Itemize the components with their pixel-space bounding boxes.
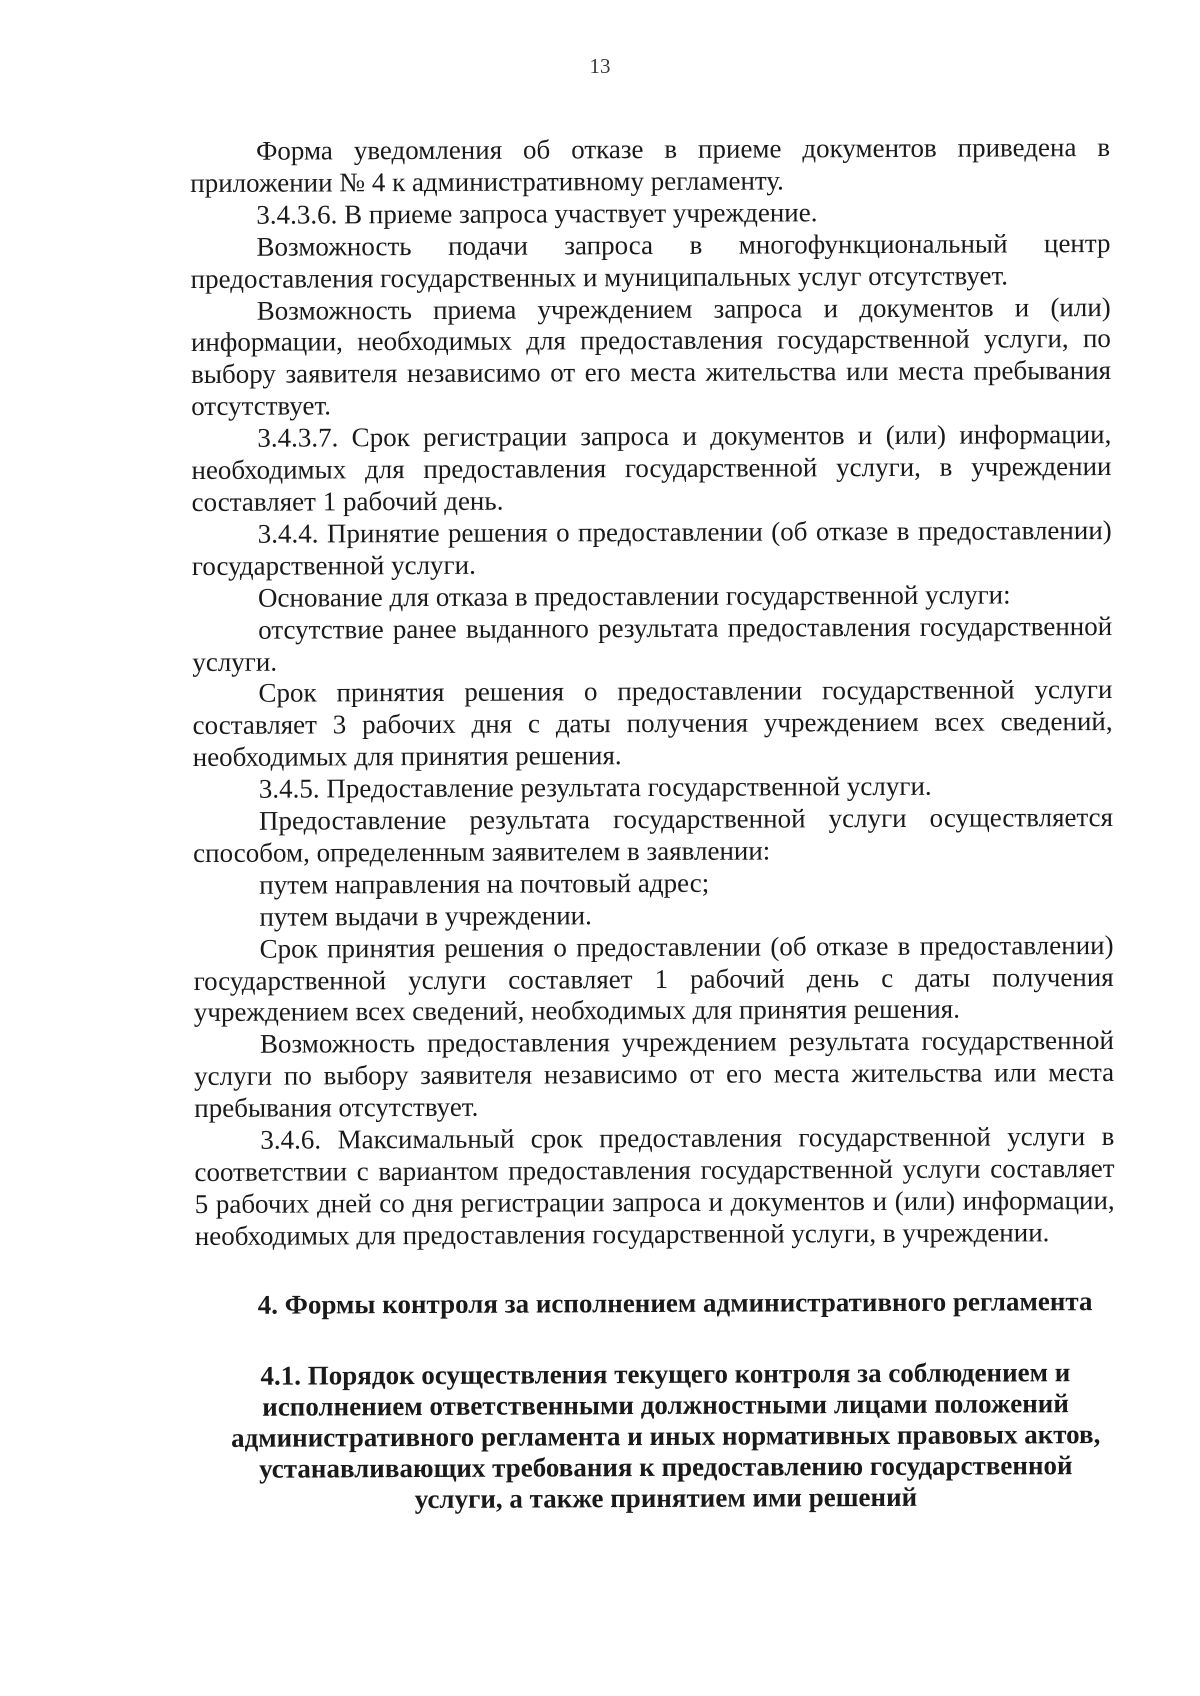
paragraph: 3.4.4. Принятие решения о предоставлении (об отказе в предоставлении) государственной услуги. bbox=[191, 514, 1112, 581]
paragraph: Предоставление результата государственной услуги осуществляется способом, определенным заявителем в заявлении: bbox=[193, 802, 1114, 868]
paragraph: путем направления на почтовый адрес; bbox=[259, 867, 710, 900]
paragraph: 3.4.3.7. Срок регистрации запроса и документов и (или) информации, необходимых для предоставления государственной услуги, в учреждении составляет 1 рабочий день. bbox=[191, 419, 1112, 517]
document-body bbox=[190, 132, 1116, 1516]
paragraph: 3.4.3.6. В приеме запроса участвует учреждение. bbox=[256, 197, 818, 230]
paragraph: Возможность подачи запроса в многофункциональный центр предоставления государственных и муниципальных услуг отсутствует. bbox=[190, 227, 1111, 294]
paragraph: путем выдачи в учреждении. bbox=[259, 900, 592, 932]
paragraph: Форма уведомления об отказе в приеме документов приведена в приложении № 4 к административному регламенту. bbox=[190, 131, 1111, 198]
paragraph: отсутствие ранее выданного результата предоставления государственной услуги. bbox=[192, 610, 1113, 677]
paragraph: Возможность приема учреждением запроса и документов и (или) информации, необходимых для предоставления государственной услуги, по выбору заявителя независимо от его места жительства или места пребывания отсутствует. bbox=[190, 291, 1112, 422]
page-number: 13 bbox=[589, 54, 611, 78]
paragraph: 3.4.5. Предоставление результата государственной услуги. bbox=[258, 770, 932, 804]
paragraph: Срок принятия решения о предоставлении (об отказе в предоставлении) государственной услуги составляет 1 рабочий день с даты получения учреждением всех сведений, необходимых для принятия решения. bbox=[193, 929, 1114, 1028]
paragraph: Срок принятия решения о предоставлении государственной услуги составляет 3 рабочих дня с даты получения учреждением всех сведений, необходимых для принятия решения. bbox=[192, 674, 1113, 773]
subsection-heading: 4.1. Порядок осуществления текущего контроля за соблюдением и исполнением ответственными должностными лицами положений административного регламента и иных нормативных правовых актов, устанавливающих требования к предоставлению государственной услуги, а также принятием ими решений bbox=[230, 1356, 1101, 1514]
paragraph: Основание для отказа в предоставлении государственной услуги: bbox=[257, 579, 1011, 613]
section-heading: 4. Формы контроля за исполнением административного регламента bbox=[257, 1285, 1093, 1320]
paragraph: 3.4.6. Максимальный срок предоставления государственной услуги в соответствии с вариантом предоставления государственной услуги составляет 5 рабочих дней со дня регистрации запроса и документов и (или) информации, необходимых для предоставления государственной услуги, в учреждении. bbox=[194, 1121, 1115, 1251]
paragraph: Возможность предоставления учреждением результата государственной услуги по выбору заявителя независимо от его места жительства или места пребывания отсутствует. bbox=[194, 1025, 1115, 1124]
